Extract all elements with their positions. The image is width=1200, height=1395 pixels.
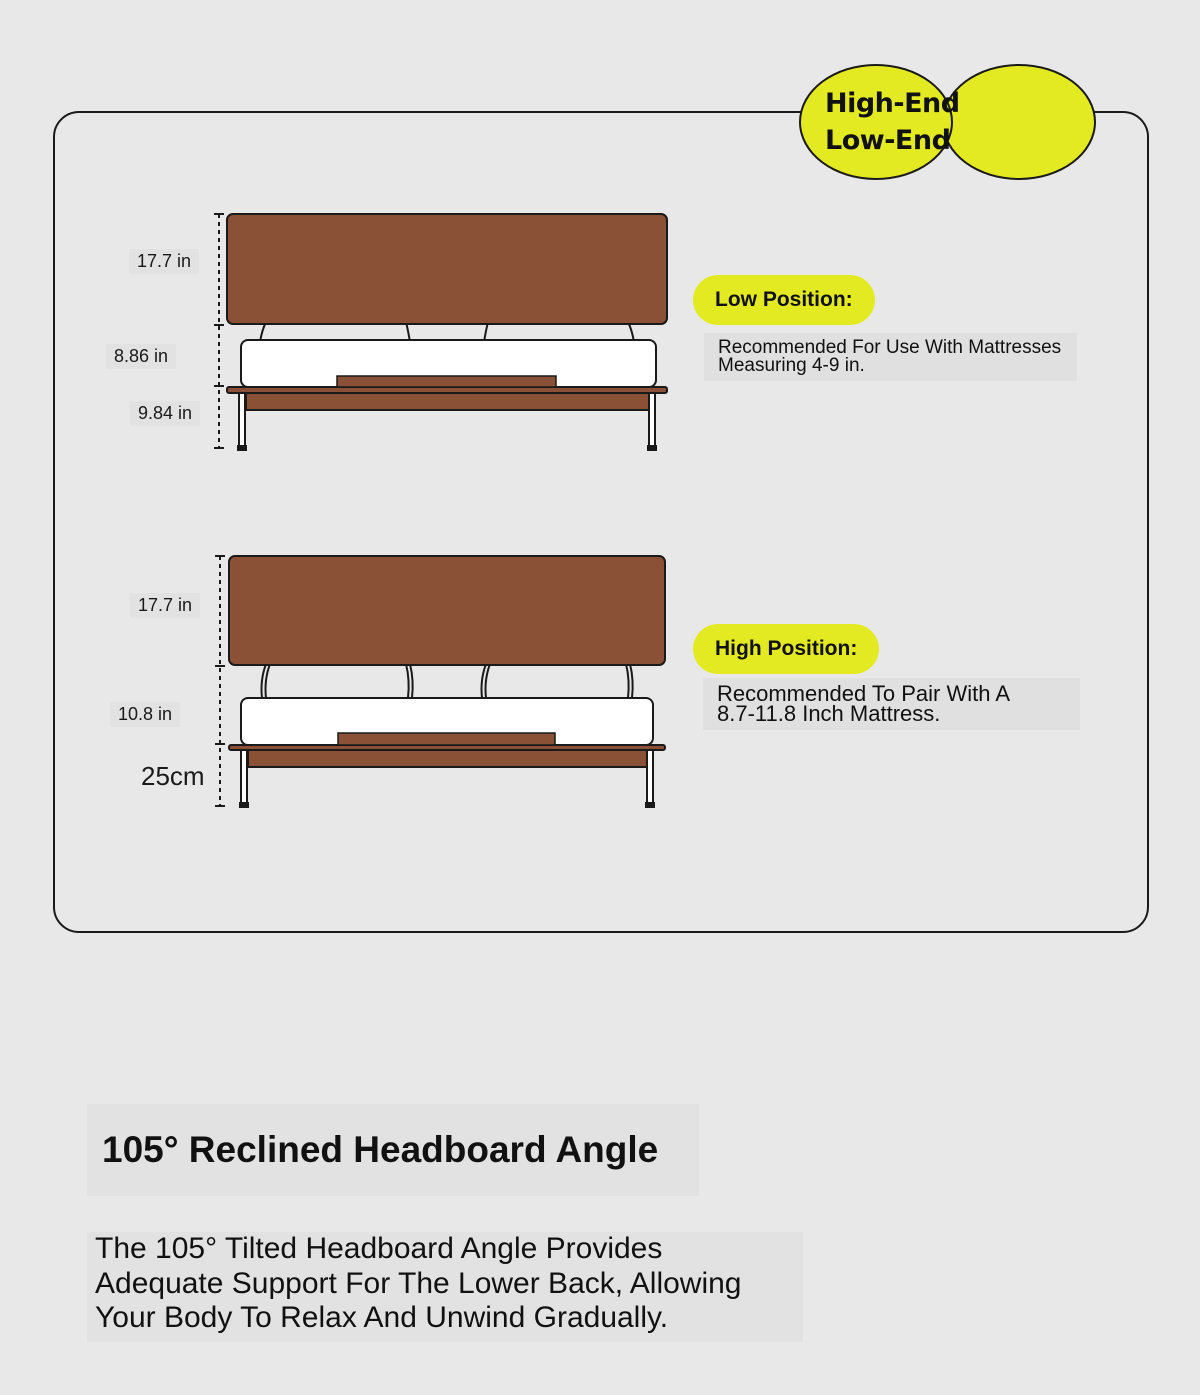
feature-paragraph-line-2: Adequate Support For The Lower Back, Allowing (95, 1266, 742, 1300)
tab-low-end-label: Low-End (825, 125, 951, 156)
high-headboard-height: 17.7 in (130, 593, 200, 618)
high-dimension-line (215, 556, 225, 806)
high-description-line-2: 8.7-11.8 Inch Mattress. (717, 701, 941, 726)
low-position-bed (214, 214, 667, 450)
tab-high-end-label: High-End (825, 88, 960, 119)
high-description-line-1: Recommended To Pair With A (717, 681, 1011, 706)
high-position-bed (215, 556, 665, 807)
low-headboard (227, 214, 667, 324)
low-center-beam (337, 376, 556, 387)
low-side-rail (246, 393, 649, 410)
low-description-line-2: Measuring 4-9 in. (718, 355, 865, 376)
high-position-badge: High Position: (693, 624, 879, 674)
low-frame-height: 9.84 in (130, 401, 200, 426)
low-mattress-height: 8.86 in (106, 344, 176, 369)
feature-paragraph (87, 1232, 803, 1342)
feature-heading: 105° Reclined Headboard Angle (87, 1104, 699, 1196)
low-position-badge: Low Position: (693, 275, 875, 325)
low-dimension-line (214, 214, 224, 448)
feature-paragraph-line-3: Your Body To Relax And Unwind Gradually. (95, 1301, 669, 1334)
high-headboard-posts (262, 664, 633, 698)
feature-paragraph-line-1: The 105° Tilted Headboard Angle Provides (95, 1232, 663, 1265)
low-headboard-height: 17.7 in (129, 249, 199, 274)
low-description-line-1: Recommended For Use With Mattresses (718, 337, 1062, 358)
high-mattress-height: 10.8 in (110, 702, 180, 727)
high-center-beam (338, 733, 555, 745)
low-position-description (704, 333, 1077, 381)
high-position-description (703, 678, 1080, 730)
high-headboard (229, 556, 665, 665)
high-frame-height: 25cm (141, 761, 205, 791)
high-side-rail (248, 750, 647, 767)
